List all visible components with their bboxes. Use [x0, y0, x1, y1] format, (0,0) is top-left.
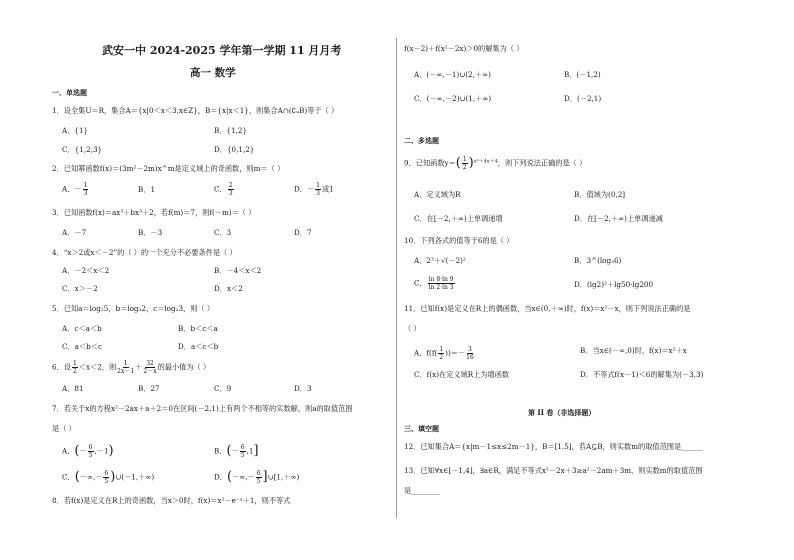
- q8-stem-cont: f(x－2)＋f(x²－2x)＞0的解集为（ ）: [404, 44, 524, 53]
- q10-stem: 10．下列各式的值等于6的是（ ）: [404, 236, 514, 245]
- q6-option-d: D．3: [294, 384, 312, 393]
- q4-option-a: A．－2＜x＜2: [62, 266, 110, 275]
- q7-option-c: C．(－∞,－ $\frac{6}{5}$ )∪(－1,＋∞): [62, 469, 155, 485]
- q11-option-b: B．当x∈(－∞,0)时，f(x)＝x²＋x: [580, 346, 687, 355]
- q13-stem: 13．已知∀x∈[－1,4]，∃a∈R，满足不等式x²－2x＋3≥a²－2am＋3m，则实数m的取值范围: [404, 466, 703, 475]
- q3-option-d: D．7: [294, 228, 312, 237]
- q11-option-c: C．f(x)在定义域R上为增函数: [414, 370, 510, 379]
- q9-option-b: B．值域为(0,2]: [574, 190, 626, 199]
- q2-stem: 2．已知幂函数f(x)＝(3m²－2m)x^m是定义域上的奇函数，则m＝（ ）: [52, 164, 285, 173]
- q9-option-d: D．在[－2,＋∞)上单调递减: [574, 214, 663, 223]
- q3-stem: 3．已知函数f(x)＝ax³＋bx³＋2，若f(m)＝7，则f(－m)＝（ ）: [52, 208, 256, 217]
- q7-option-b: B．(－ $\frac{6}{5}$ ,1]: [214, 443, 259, 459]
- q4-option-b: B．－4＜x＜2: [214, 266, 262, 275]
- q6-stem: 6．设 $\frac{1}{2}$ ＜x＜2，则 $\frac{1}{2x-1}$ ＋ $\frac{32}{2-x}$ 的最小值为（ ）: [52, 360, 211, 375]
- q3-option-a: A．－7: [62, 228, 87, 237]
- q1-option-a: A．{1}: [62, 126, 89, 135]
- q1-option-b: B．{1,2}: [214, 126, 248, 135]
- q1-option-d: D．{0,1,2}: [214, 145, 255, 154]
- q11-option-d: D．不等式f(x－1)＜6的解集为(－3,3): [580, 370, 704, 379]
- q5-option-c: C．a＜b＜c: [62, 342, 102, 351]
- q7-stem-cont: 是（ ）: [52, 424, 76, 433]
- column-divider: [396, 38, 397, 518]
- q7-option-d: D．(－∞,－ $\frac{6}{5}$ ]∪[1,＋∞): [214, 469, 300, 485]
- q1-stem: 1．设全集U＝R，集合A＝{x|0＜x＜3,x∈Z}，B＝{x|x＜1}，则集合A∩(∁ᵤB)等于（ ）: [52, 106, 339, 115]
- exam-subtitle: 高一 数学: [190, 67, 236, 79]
- q3-option-c: C．3: [214, 228, 232, 237]
- q11-stem-cont: （ ）: [404, 324, 421, 333]
- q6-option-a: A．81: [62, 384, 84, 393]
- q10-option-a: A．2³＋√(－2)²: [414, 256, 466, 265]
- q8-option-a: A．(－∞,－1)∪(2,＋∞): [414, 70, 491, 79]
- section-single-choice: 一、单选题: [52, 88, 87, 97]
- q4-option-c: C．x＞－2: [62, 284, 98, 293]
- q9-option-c: C．在[－2,＋∞)上单调递增: [414, 214, 503, 223]
- q8-option-b: B．(－1,2): [564, 70, 601, 79]
- q6-option-c: C．9: [214, 384, 232, 393]
- q2-option-d: D．－ $\frac{1}{3}$ 或1: [294, 182, 334, 197]
- q10-option-b: B．3^(log₃6): [574, 256, 622, 265]
- part-two-heading: 第 II 卷（非选择题）: [528, 408, 596, 417]
- q8-stem: 8．若f(x)是定义在R上的奇函数，当x＞0时，f(x)＝x²－e⁻ˣ＋1，则不等式: [52, 496, 291, 505]
- q2-option-c: C． $\frac{2}{3}$: [214, 182, 233, 197]
- q6-option-b: B．27: [138, 384, 160, 393]
- q2-option-b: B．1: [138, 185, 156, 194]
- q4-option-d: D．x＜2: [214, 284, 243, 293]
- q12-stem: 12．已知集合A＝{x|m－1≤x≤2m－1}，B＝[1,5]，若A⊆B，则实数m的取值范围是______: [404, 442, 703, 451]
- q7-stem: 7．若关于x的方程x²－2ax＋a＋2＝0在区间(－2,1)上有两个不相等的实数解，则a的取值范围: [52, 404, 353, 413]
- q2-option-a: A．－ $\frac{1}{3}$: [62, 182, 88, 197]
- q10-option-c: C． $\frac{\ln 8\cdot\ln 9}{\ln 2\cdot\ln 3}$: [414, 276, 454, 291]
- left-column: [38, 0, 388, 560]
- q10-option-d: D．(lg2)²＋lg50·lg200: [574, 280, 654, 289]
- exam-title: 武安一中 2024-2025 学年第一学期 11 月月考: [102, 44, 342, 57]
- q7-option-a: A．(－ $\frac{6}{5}$ ,－1): [62, 443, 114, 459]
- q11-stem: 11．已知f(x)是定义在R上的偶函数，当x∈(0,＋∞)时，f(x)＝x²－x，则下列说法正确的是: [404, 304, 691, 313]
- section-fill-blank: 三、填空题: [404, 424, 439, 433]
- q8-option-d: D．(－2,1): [564, 94, 602, 103]
- q5-stem: 5．已知a＝log₂5，b＝log₃2，c＝log₂3，则（ ）: [52, 304, 215, 313]
- q1-option-c: C．{1,2,3}: [62, 145, 103, 154]
- q5-option-a: A．c＜a＜b: [62, 324, 102, 333]
- q5-option-d: D．a＜c＜b: [178, 342, 219, 351]
- q4-stem: 4．“x＞2或x＜－2”的（ ）的一个充分不必要条件是（ ）: [52, 248, 237, 257]
- q8-option-c: C．(－∞,－2)∪(1,＋∞): [414, 94, 492, 103]
- q13-stem-cont: 是________: [404, 486, 440, 495]
- q3-option-b: B．－3: [138, 228, 163, 237]
- q11-option-a: A．f(f( $\frac{1}{2}$ ))＝－ $\frac{3}{16}$: [414, 346, 474, 361]
- q9-stem: 9．已知函数y＝( $\frac{1}{2}$ )$^{x^2+4x+4}$，则下列说法正确的是（ ）: [404, 155, 587, 171]
- section-multi-choice: 二、多选题: [404, 136, 439, 145]
- q9-option-a: A．定义域为R: [414, 190, 461, 199]
- right-column: [404, 0, 764, 560]
- q5-option-b: B．b＜c＜a: [178, 324, 218, 333]
